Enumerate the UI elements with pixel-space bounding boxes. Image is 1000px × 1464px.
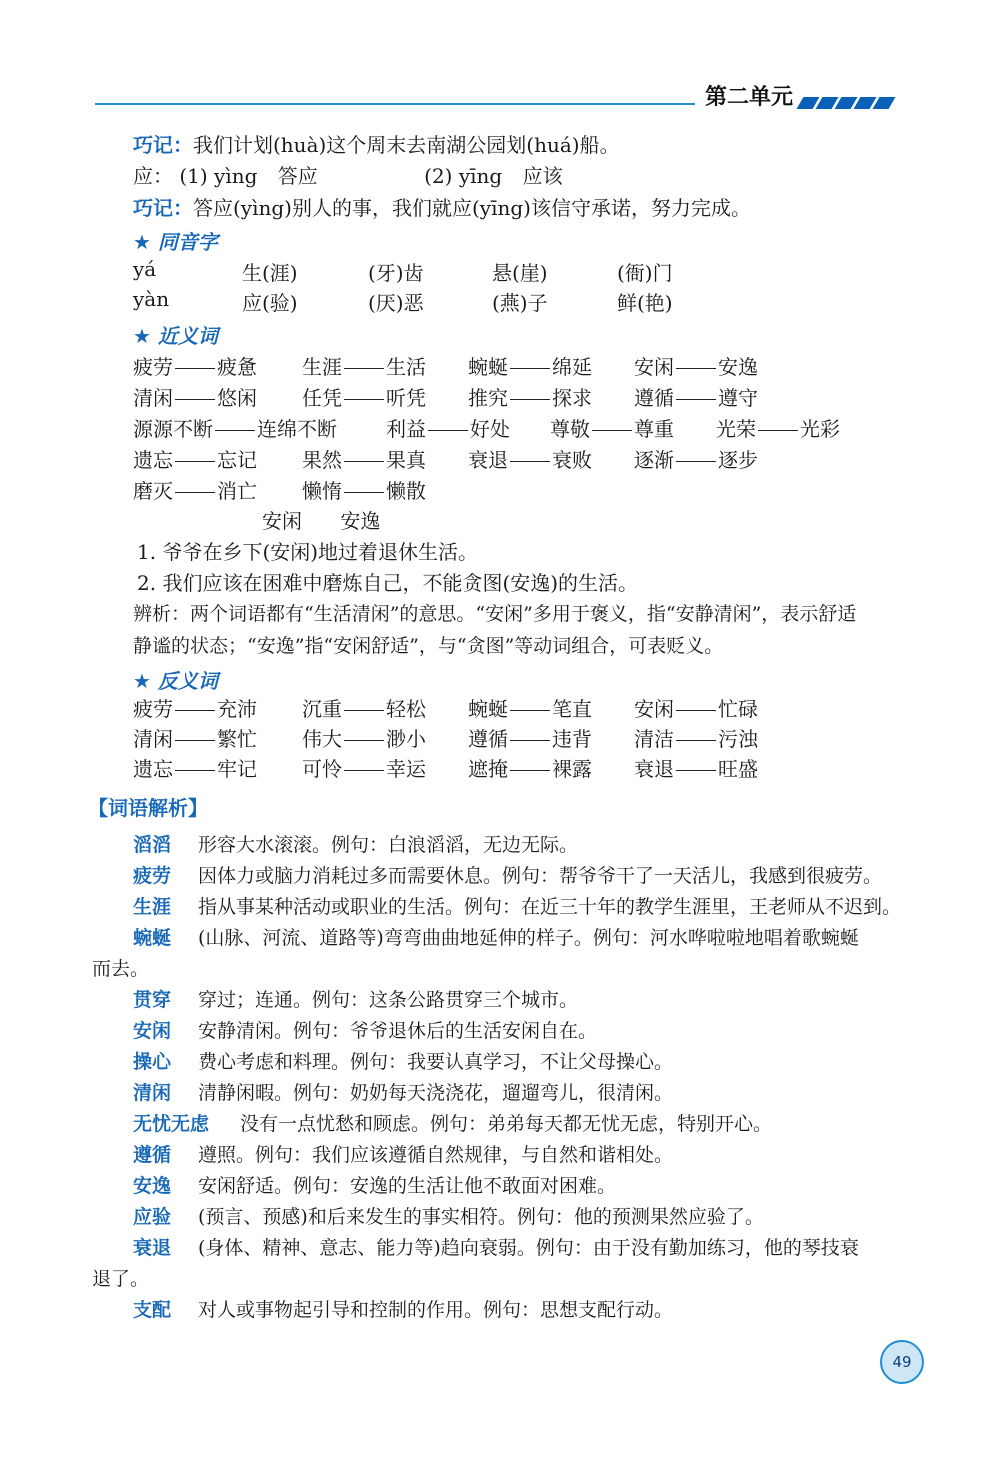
- ying-reading-1: (1) yìng: [179, 164, 258, 188]
- pair-word: 牢记: [217, 757, 257, 781]
- pair-dash: [510, 368, 550, 369]
- homophone-word: (燕)子: [492, 291, 548, 315]
- mnemonic-ying: [133, 194, 751, 222]
- pair-word: 逐步: [718, 448, 758, 472]
- ying-reading-2: (2) yīng: [424, 164, 503, 188]
- pair-dash: [428, 430, 468, 431]
- homophone-word: 鲜(艳): [617, 291, 673, 315]
- pair-dash: [175, 770, 215, 771]
- pair-dash: [676, 399, 716, 400]
- antonyms-title: 反义词: [157, 669, 218, 693]
- pair-dash: [175, 461, 215, 462]
- pair-dash: [344, 740, 384, 741]
- pair-dash: [175, 740, 215, 741]
- pair-word: 连绵不断: [257, 417, 337, 441]
- pair-word: 安闲: [634, 355, 674, 379]
- antonym-pair: [634, 693, 758, 722]
- pair-word: 遵守: [718, 386, 758, 410]
- antonym-pair: [468, 723, 592, 752]
- synonym-sentence-2: 2. 我们应该在困难中磨炼自己，不能贪图(安逸)的生活。: [137, 571, 639, 595]
- synonyms-heading: [133, 320, 218, 349]
- pair-word: 逐渐: [634, 448, 674, 472]
- pair-dash: [215, 430, 255, 431]
- pair-word: 安逸: [718, 355, 758, 379]
- ying-word-2: 应该: [522, 164, 563, 188]
- homophone-word: (衙)门: [617, 261, 673, 285]
- mnemonic-text: 答应(yìng)别人的事，我们就应(yīng)该信守承诺，努力完成。: [193, 196, 751, 220]
- pair-dash: [175, 399, 215, 400]
- pair-word: 轻松: [386, 697, 426, 721]
- pair-dash: [344, 492, 384, 493]
- choice-word-2: 安逸: [340, 509, 381, 533]
- pair-dash: [344, 461, 384, 462]
- header-stripes: [800, 94, 910, 110]
- synonym-pair: [634, 382, 758, 411]
- glossary-definition: 形容大水滚滚。例句：白浪滔滔，无边无际。: [198, 834, 579, 856]
- synonym-pair: [133, 351, 257, 380]
- glossary-definition: 因体力或脑力消耗过多而需要休息。例句：帮爷爷干了一天活儿，我感到很疲劳。: [198, 865, 883, 887]
- choice-word-1: 安闲: [262, 509, 302, 533]
- synonym-pair: [133, 413, 337, 442]
- homophone-pinyin: yàn: [133, 287, 170, 311]
- antonym-pair: [468, 693, 592, 722]
- pair-word: 疲惫: [217, 355, 257, 379]
- glossary-term: 蜿蜒: [133, 927, 172, 949]
- pair-word: 源源不断: [133, 417, 213, 441]
- synonym-pair: [468, 444, 592, 473]
- synonym-pair: [133, 382, 257, 411]
- antonym-pair: [302, 693, 426, 722]
- glossary-definition: 没有一点忧愁和顾虑。例句：弟弟每天都无忧无虑，特别开心。: [240, 1113, 773, 1135]
- glossary-definition: 穿过；连通。例句：这条公路贯穿三个城市。: [198, 989, 579, 1011]
- homophone-word: 应(验): [242, 291, 298, 315]
- synonym-pair: [468, 382, 592, 411]
- homophone-word: 悬(崖): [492, 261, 548, 285]
- antonyms-heading: [133, 665, 218, 694]
- antonym-pair: [302, 723, 426, 752]
- pair-word: 懒散: [386, 479, 426, 503]
- glossary-term: 安闲: [133, 1020, 172, 1042]
- pair-dash: [510, 740, 550, 741]
- antonym-pair: [634, 753, 758, 782]
- glossary-definition: 费心考虑和料理。例句：我要认真学习，不让父母操心。: [198, 1051, 674, 1073]
- ying-char: 应：: [133, 164, 173, 188]
- pair-word: 好处: [470, 417, 510, 441]
- pair-word: 利益: [386, 417, 426, 441]
- homophones-heading: [133, 226, 218, 255]
- synonym-pair: [550, 413, 674, 442]
- synonym-pair: [133, 475, 257, 504]
- mnemonic-label: 巧记：: [133, 133, 193, 157]
- pair-dash: [676, 770, 716, 771]
- mnemonic-hua: [133, 131, 620, 159]
- glossary-definition-continued: 退了。: [92, 1268, 150, 1290]
- pair-dash: [344, 399, 384, 400]
- synonym-pair: [468, 351, 592, 380]
- ying-word-1: 答应: [277, 164, 318, 188]
- synonym-pair: [386, 413, 510, 442]
- pair-word: 果真: [386, 448, 426, 472]
- synonym-pair: [634, 444, 758, 473]
- synonym-pair: [716, 413, 840, 442]
- pair-word: 污浊: [718, 727, 758, 751]
- pair-word: 光荣: [716, 417, 756, 441]
- pair-word: 遗忘: [133, 757, 173, 781]
- pair-word: 遵循: [468, 727, 508, 751]
- header-rule: [95, 103, 695, 105]
- homophone-word: (厌)恶: [368, 291, 424, 315]
- glossary-definition: 对人或事物起引导和控制的作用。例句：思想支配行动。: [198, 1299, 674, 1321]
- pair-word: 听凭: [386, 386, 426, 410]
- pair-dash: [510, 710, 550, 711]
- homophones-title: 同音字: [157, 230, 218, 254]
- pair-word: 清闲: [133, 386, 173, 410]
- pair-word: 繁忙: [217, 727, 257, 751]
- pair-dash: [676, 368, 716, 369]
- pair-word: 充沛: [217, 697, 257, 721]
- star-icon: ★: [133, 669, 151, 693]
- pair-word: 清闲: [133, 727, 173, 751]
- antonym-pair: [133, 753, 257, 782]
- analysis-line-1: 辨析：两个词语都有“生活清闲”的意思。“安闲”多用于褒义，指“安静清闲”，表示舒适: [133, 603, 857, 625]
- pair-word: 光彩: [800, 417, 840, 441]
- analysis-line-2: 静谧的状态；“安逸”指“安闲舒适”，与“贪图”等动词组合，可表贬义。: [133, 635, 724, 657]
- pair-word: 绵延: [552, 355, 592, 379]
- pair-word: 尊敬: [550, 417, 590, 441]
- pair-dash: [758, 430, 798, 431]
- glossary-term: 遵循: [133, 1144, 172, 1166]
- pair-dash: [592, 430, 632, 431]
- pair-word: 推究: [468, 386, 508, 410]
- synonym-pair: [302, 382, 426, 411]
- antonym-pair: [133, 723, 257, 752]
- pair-word: 生涯: [302, 355, 342, 379]
- pair-word: 蜿蜒: [468, 355, 508, 379]
- glossary-definition: (山脉、河流、道路等)弯弯曲曲地延伸的样子。例句：河水哗啦啦地唱着歌蜿蜒: [198, 927, 859, 949]
- glossary-definition: 清静闲暇。例句：奶奶每天浇浇花，遛遛弯儿，很清闲。: [198, 1082, 674, 1104]
- synonym-pair: [302, 475, 426, 504]
- pair-word: 生活: [386, 355, 426, 379]
- glossary-title: 【词语解析】: [88, 796, 208, 820]
- synonym-pair: [634, 351, 758, 380]
- pair-dash: [510, 770, 550, 771]
- pair-dash: [344, 368, 384, 369]
- pair-word: 旺盛: [718, 757, 758, 781]
- star-icon: ★: [133, 230, 151, 254]
- glossary-definition: 遵照。例句：我们应该遵循自然规律，与自然和谐相处。: [198, 1144, 674, 1166]
- pair-dash: [344, 770, 384, 771]
- pair-word: 忙碌: [718, 697, 758, 721]
- pair-word: 消亡: [217, 479, 257, 503]
- homophone-word: (牙)齿: [368, 261, 424, 285]
- glossary-term: 衰退: [133, 1237, 172, 1259]
- ying-readings: [133, 162, 563, 190]
- pair-word: 清洁: [634, 727, 674, 751]
- glossary-term: 安逸: [133, 1175, 172, 1197]
- pair-dash: [510, 399, 550, 400]
- synonym-choice-words: [262, 507, 380, 535]
- antonym-pair: [133, 693, 257, 722]
- pair-word: 疲劳: [133, 697, 173, 721]
- pair-word: 渺小: [386, 727, 426, 751]
- glossary-definition: (预言、预感)和后来发生的事实相符。例句：他的预测果然应验了。: [198, 1206, 764, 1228]
- glossary-term: 支配: [133, 1299, 172, 1321]
- glossary-term: 滔滔: [133, 834, 172, 856]
- pair-word: 疲劳: [133, 355, 173, 379]
- pair-word: 尊重: [634, 417, 674, 441]
- antonym-pair: [634, 723, 758, 752]
- pair-dash: [175, 368, 215, 369]
- pair-word: 裸露: [552, 757, 592, 781]
- glossary-term: 贯穿: [133, 989, 172, 1011]
- pair-word: 笔直: [552, 697, 592, 721]
- pair-dash: [175, 710, 215, 711]
- synonym-pair: [302, 444, 426, 473]
- mnemonic-text: 我们计划(huà)这个周末去南湖公园划(huá)船。: [193, 133, 620, 157]
- glossary-definition-continued: 而去。: [92, 958, 150, 980]
- pair-dash: [676, 710, 716, 711]
- synonym-pair: [133, 444, 257, 473]
- pair-dash: [510, 461, 550, 462]
- pair-word: 蜿蜒: [468, 697, 508, 721]
- synonym-pair: [302, 351, 426, 380]
- unit-title: 第二单元: [705, 85, 794, 110]
- pair-dash: [175, 492, 215, 493]
- pair-word: 果然: [302, 448, 342, 472]
- glossary-term: 无忧无虑: [133, 1113, 210, 1135]
- homophone-word: 生(涯): [242, 261, 298, 285]
- pair-word: 安闲: [634, 697, 674, 721]
- mnemonic-label: 巧记：: [133, 196, 193, 220]
- synonyms-title: 近义词: [157, 324, 218, 348]
- glossary-definition: 安闲舒适。例句：安逸的生活让他不敢面对困难。: [198, 1175, 617, 1197]
- pair-word: 懒惰: [302, 479, 342, 503]
- pair-word: 伟大: [302, 727, 342, 751]
- pair-word: 探求: [552, 386, 592, 410]
- glossary-term: 清闲: [133, 1082, 172, 1104]
- pair-word: 遮掩: [468, 757, 508, 781]
- pair-word: 可怜: [302, 757, 342, 781]
- pair-dash: [344, 710, 384, 711]
- homophone-pinyin: yá: [133, 257, 157, 281]
- pair-word: 幸运: [386, 757, 426, 781]
- pair-word: 忘记: [217, 448, 257, 472]
- pair-word: 衰败: [552, 448, 592, 472]
- pair-word: 违背: [552, 727, 592, 751]
- pair-dash: [676, 740, 716, 741]
- page-number: 49: [880, 1340, 924, 1384]
- pair-word: 沉重: [302, 697, 342, 721]
- glossary-definition: (身体、精神、意志、能力等)趋向衰弱。例句：由于没有勤加练习，他的琴技衰: [198, 1237, 859, 1259]
- pair-word: 任凭: [302, 386, 342, 410]
- pair-word: 遗忘: [133, 448, 173, 472]
- antonym-pair: [468, 753, 592, 782]
- pair-word: 遵循: [634, 386, 674, 410]
- glossary-definition: 安静清闲。例句：爷爷退休后的生活安闲自在。: [198, 1020, 598, 1042]
- glossary-term: 生涯: [133, 896, 172, 918]
- pair-dash: [676, 461, 716, 462]
- star-icon: ★: [133, 324, 151, 348]
- pair-word: 衰退: [468, 448, 508, 472]
- glossary-term: 操心: [133, 1051, 172, 1073]
- glossary-term: 应验: [133, 1206, 172, 1228]
- pair-word: 悠闲: [217, 386, 257, 410]
- pair-word: 磨灭: [133, 479, 173, 503]
- synonym-sentence-1: 1. 爷爷在乡下(安闲)地过着退休生活。: [137, 540, 479, 564]
- antonym-pair: [302, 753, 426, 782]
- glossary-definition: 指从事某种活动或职业的生活。例句：在近三十年的教学生涯里，王老师从不迟到。: [198, 896, 902, 918]
- glossary-term: 疲劳: [133, 865, 172, 887]
- pair-word: 衰退: [634, 757, 674, 781]
